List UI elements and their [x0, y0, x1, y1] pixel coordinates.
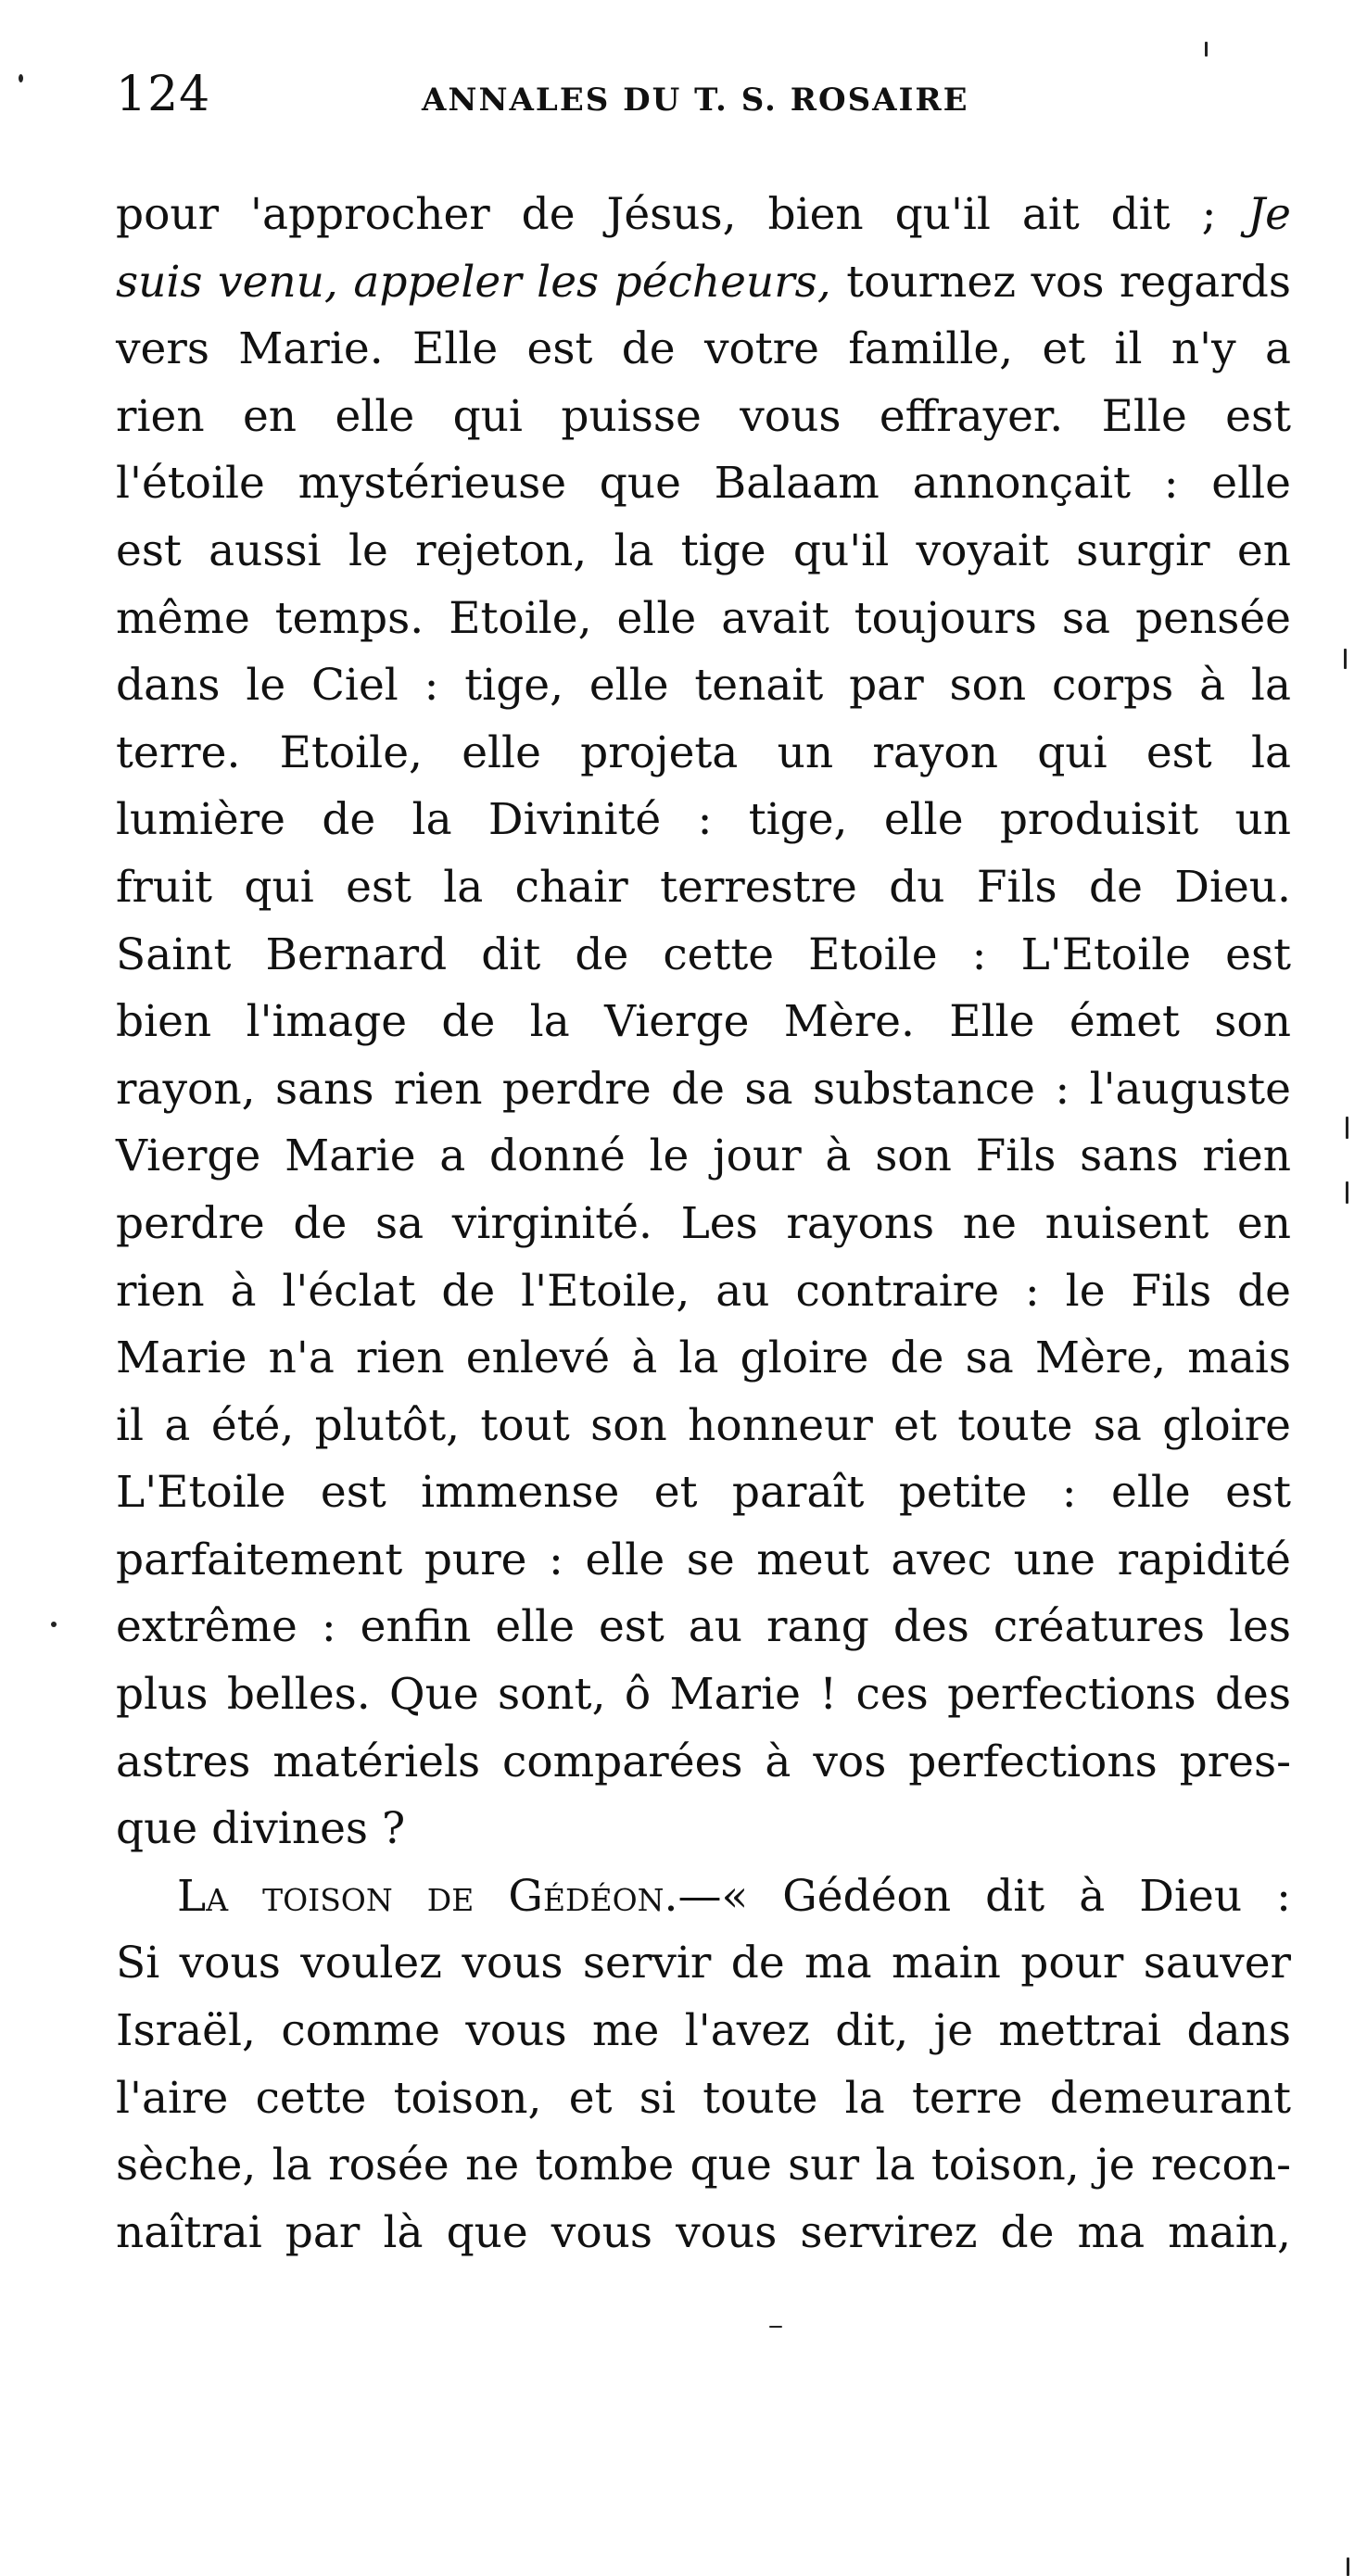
text-line: pour 'approcher de Jésus, bien qu'il ait dit ; Je	[116, 189, 1291, 240]
scan-speck	[1346, 1181, 1348, 1204]
text-line: il a été, plutôt, tout son honneur et toute sa gloire	[116, 1399, 1291, 1451]
text-line: l'étoile mystérieuse que Balaam annonçait : elle	[116, 458, 1291, 510]
text-line: est aussi le rejeton, la tige qu'il voyait surgir en	[116, 524, 1291, 576]
text-line: naîtrai par là que vous vous servirez de ma main,	[116, 2206, 1291, 2258]
text-line: lumière de la Divinité : tige, elle produisit un	[116, 794, 1291, 846]
text-line: plus belles. Que sont, ô Marie ! ces perfections des	[116, 1669, 1291, 1721]
text-line: Vierge Marie a donné le jour à son Fils sans rien	[116, 1130, 1291, 1182]
text-line: dans le Ciel : tige, elle tenait par son corps à la	[116, 660, 1291, 712]
running-title: ANNALES DU T. S. ROSAIRE	[422, 82, 969, 119]
text-line: que divines ?	[116, 1803, 406, 1855]
text-line: Saint Bernard dit de cette Etoile : L'Etoile est	[116, 928, 1291, 980]
text-line: Si vous voulez vous servir de ma main pour sauver	[116, 1938, 1291, 1989]
text-line: suis venu, appeler les pécheurs, tournez vos regards	[116, 256, 1291, 308]
text-line: vers Marie. Elle est de votre famille, et il n'y a	[116, 323, 1291, 375]
page-header	[116, 67, 1135, 141]
text-line: rien à l'éclat de l'Etoile, au contraire : le Fils de	[116, 1265, 1291, 1317]
text-line: l'aire cette toison, et si toute la terre demeurant	[116, 2072, 1291, 2124]
text-line: extrême : enfin elle est au rang des créatures les	[116, 1601, 1291, 1653]
scan-speck	[1347, 2557, 1349, 2576]
scan-speck	[769, 2326, 782, 2328]
text-line: astres matériels comparées à vos perfections pres-	[116, 1736, 1291, 1787]
scan-speck	[1346, 1117, 1348, 1139]
page-number: 124	[116, 67, 211, 122]
scan-speck	[1205, 42, 1208, 57]
scan-speck	[1344, 649, 1347, 669]
text-line: perdre de sa virginité. Les rayons ne nuisent en	[116, 1197, 1291, 1249]
text-line: Marie n'a rien enlevé à la gloire de sa Mère, mais	[116, 1332, 1291, 1384]
text-line: fruit qui est la chair terrestre du Fils de Dieu.	[116, 861, 1291, 913]
section-heading: La toison de Gédéon.	[177, 1870, 678, 1922]
text-line: rien en elle qui puisse vous effrayer. Elle est	[116, 390, 1291, 442]
scan-speck	[51, 1622, 57, 1627]
text-line: parfaitement pure : elle se meut avec une rapidité	[116, 1534, 1291, 1585]
text-line: Israël, comme vous me l'avez dit, je mettrai dans	[116, 2005, 1291, 2057]
text-line: même temps. Etoile, elle avait toujours sa pensée	[116, 592, 1291, 644]
text-line: bien l'image de la Vierge Mère. Elle émet son	[116, 996, 1291, 1048]
scan-speck	[19, 74, 23, 82]
text-line: L'Etoile est immense et paraît petite : elle est	[116, 1467, 1291, 1519]
section-heading-line: La toison de Gédéon.—« Gédéon dit à Dieu :	[177, 1870, 1291, 1922]
text-line: sèche, la rosée ne tombe que sur la toison, je recon-	[116, 2140, 1291, 2191]
text-line: rayon, sans rien perdre de sa substance : l'auguste	[116, 1063, 1291, 1115]
body-text	[116, 182, 1291, 2267]
text-line: terre. Etoile, elle projeta un rayon qui est la	[116, 726, 1291, 778]
